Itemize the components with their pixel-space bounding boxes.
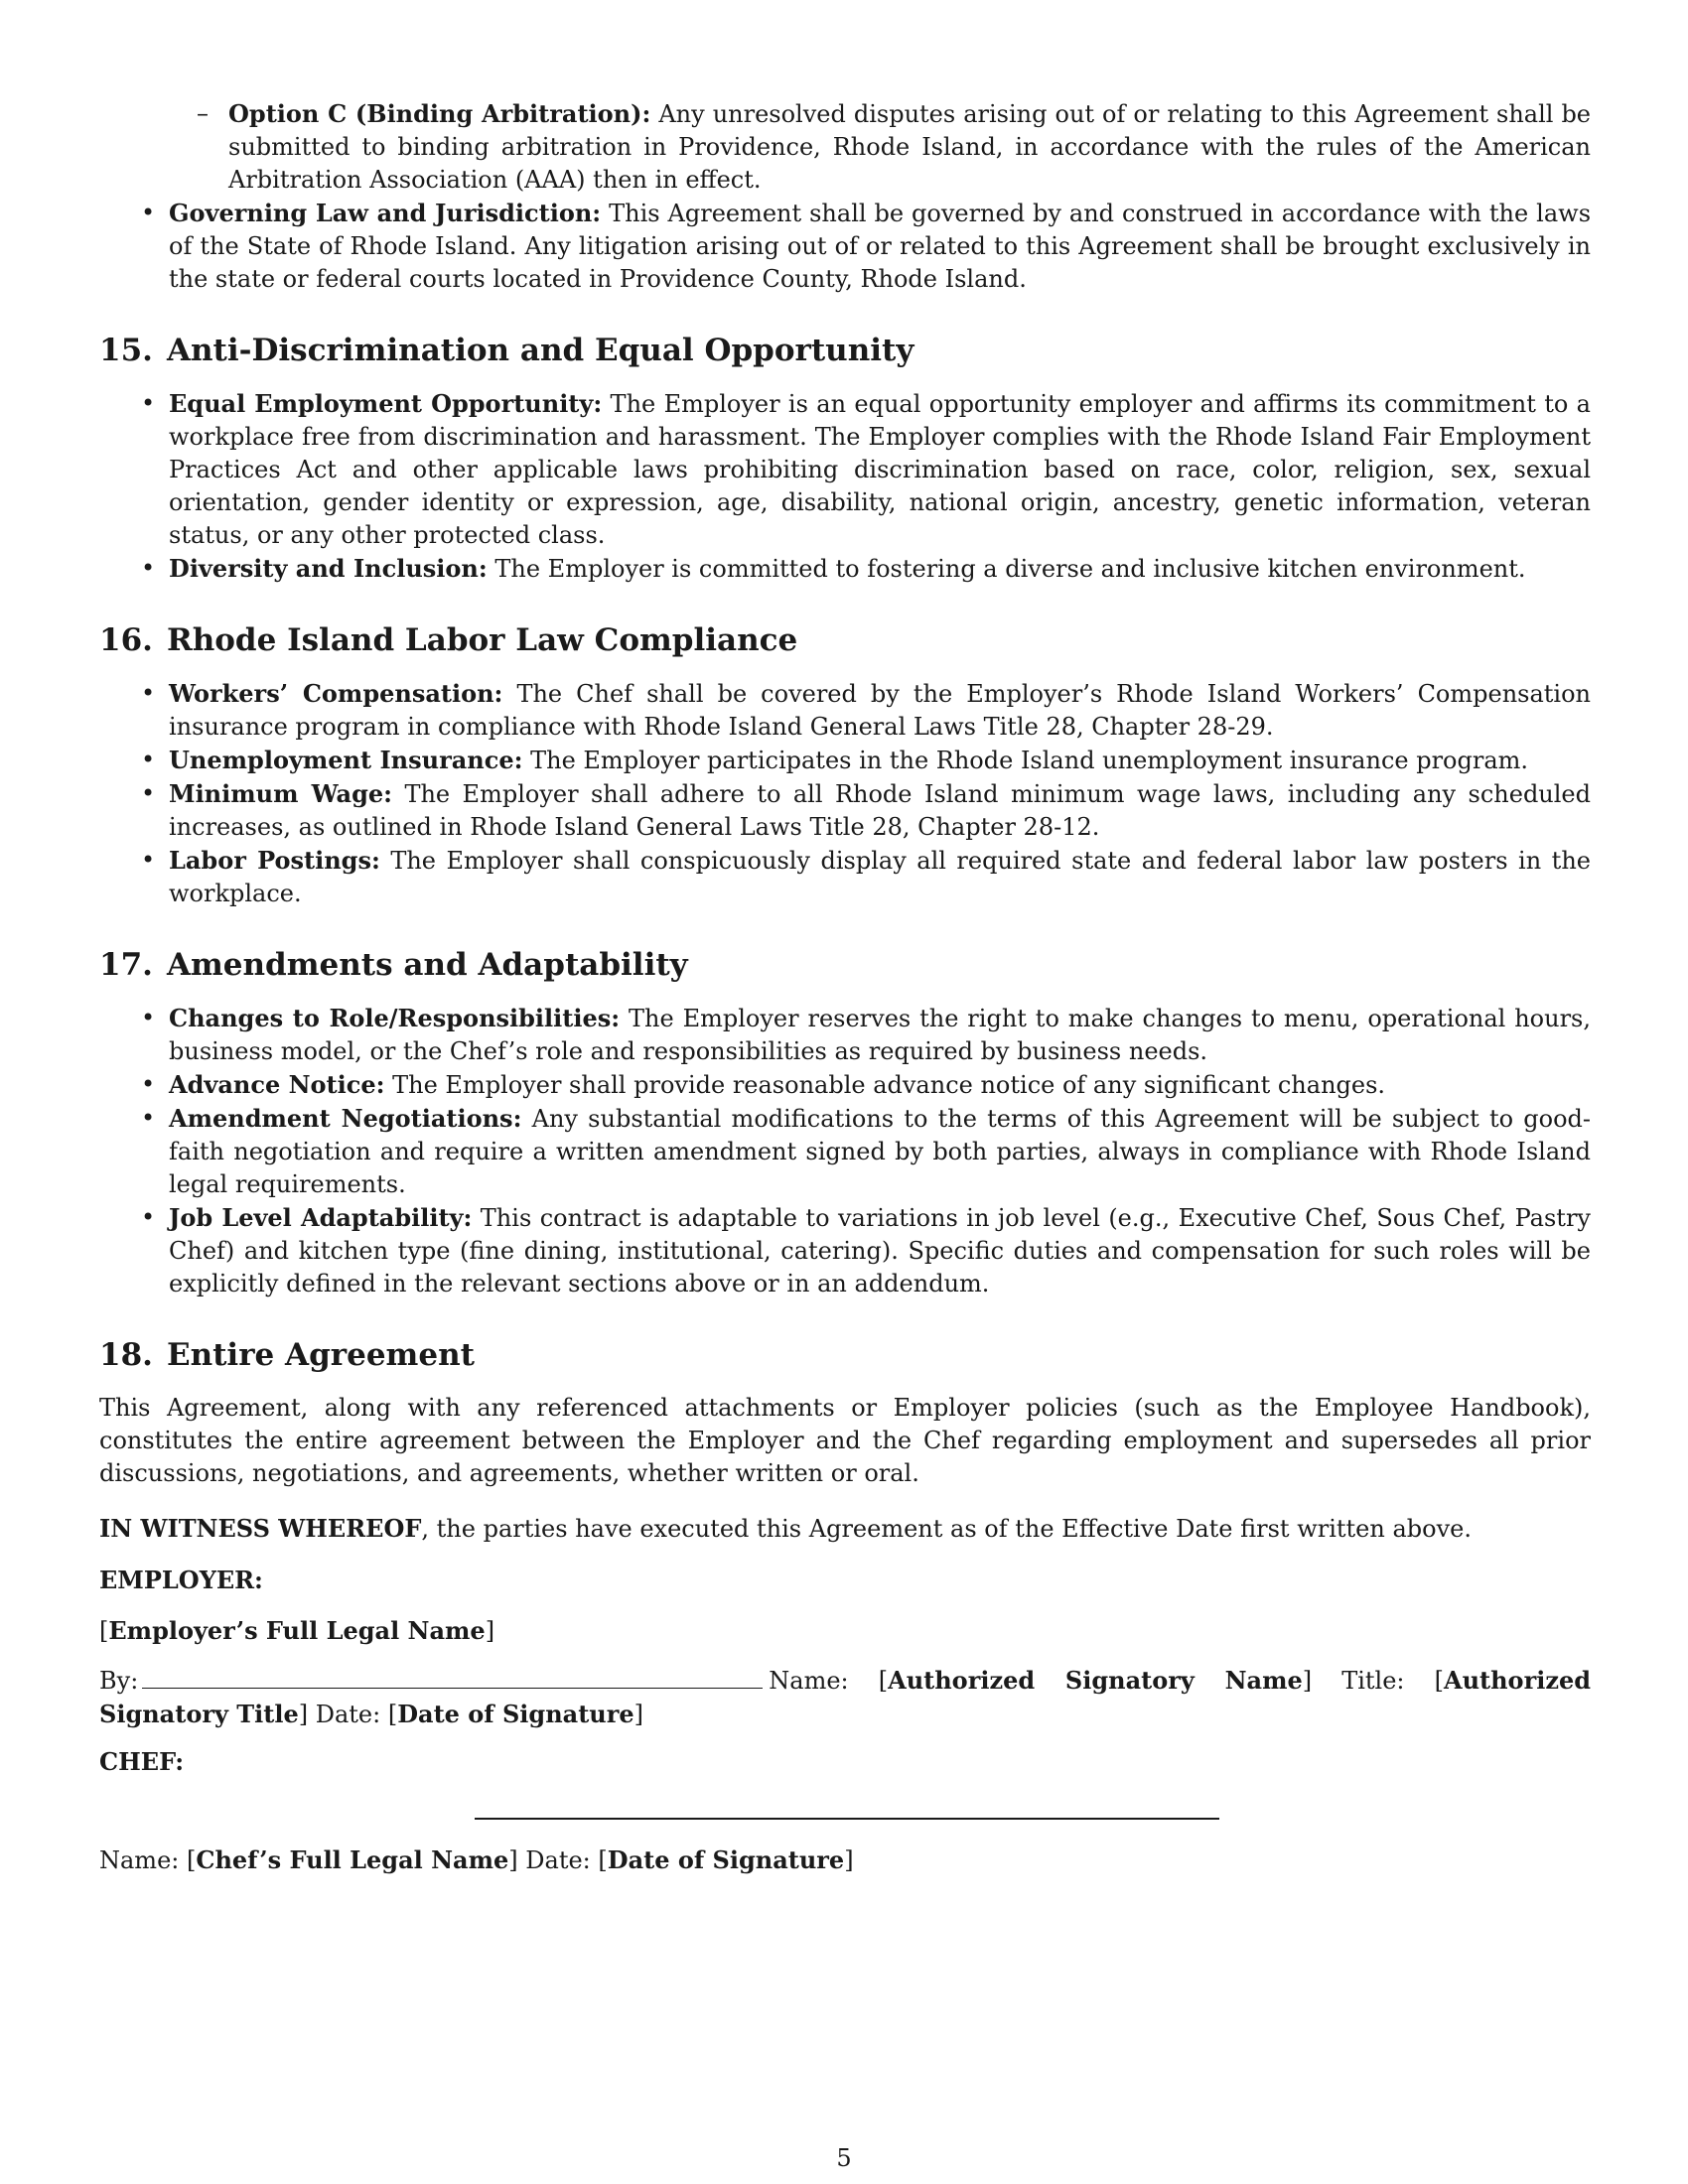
chef-signature-line[interactable]: [475, 1818, 1219, 1820]
section-number: 15.: [99, 333, 153, 368]
signatory-name: Authorized Signatory Name: [888, 1666, 1303, 1695]
list-item: [99, 1201, 1591, 1300]
chef-date-label: Date:: [525, 1846, 591, 1874]
list-item: [99, 552, 1591, 586]
employer-name: Employer’s Full Legal Name: [108, 1616, 486, 1645]
governing-law-label: Governing Law and Jurisdiction:: [169, 199, 602, 227]
section-number: 18.: [99, 1337, 153, 1373]
chef-date-value: Date of Signature: [607, 1845, 845, 1874]
section-16-list: [99, 677, 1591, 910]
witness-statement: [99, 1512, 1591, 1546]
entire-agreement-text: This Agreement, along with any referenced attachments or Employer policies (such as the Employee Handbook), constitutes the entire agreement between the Employer and the Chef regarding employment and supersedes all prior discussions, negotiations, and agreements, whether written or oral.: [99, 1394, 1591, 1487]
section-16-heading: [99, 621, 1591, 659]
employer-signature-block: By: Name: [Authorized Signatory Name] Title: [Authorized Signatory Title] Date: [Date of Signature]: [99, 1666, 1592, 1728]
item-label: Amendment Negotiations:: [169, 1104, 522, 1133]
signatory-title: Authorized Signatory Title: [99, 1666, 1592, 1728]
chef-label: CHEF:: [99, 1747, 185, 1776]
section-15-list: [99, 387, 1591, 586]
item-label: Equal Employment Opportunity:: [169, 389, 603, 418]
governing-law-text: This Agreement shall be governed by and construed in accordance with the laws of the State of Rhode Island. Any litigation arising out of or related to this Agreement shall be brought exclusively in the state or federal courts located in Providence County, Rhode Island.: [169, 200, 1592, 293]
item-label: Labor Postings:: [169, 846, 380, 875]
date-value: Date of Signature: [397, 1700, 634, 1728]
section-title: Entire Agreement: [166, 1337, 475, 1373]
list-item: [99, 844, 1591, 910]
employer-label: EMPLOYER:: [99, 1566, 263, 1594]
option-c-text: Any unresolved disputes arising out of or relating to this Agreement shall be submitted to binding arbitration in Providence, Rhode Island, in accordance with the rules of the American Arbitration Association (AAA) then in effect.: [228, 100, 1592, 194]
item-text: This contract is adaptable to variations in job level (e.g., Executive Chef, Sous Chef, Pastry Chef) and kitchen type (fine dining, institutional, catering). Specific duties and compensation for such roles will be explicitly defined in the relevant sections above or in an addendum.: [169, 1204, 1591, 1297]
list-item: [99, 1068, 1591, 1102]
item-text: The Employer shall conspicuously display all required state and federal labor law posters in the workplace.: [169, 847, 1591, 907]
item-text: The Chef shall be covered by the Employer’s Rhode Island Workers’ Compensation insurance program in compliance with Rhode Island General Laws Title 28, Chapter 28-29.: [169, 680, 1592, 741]
list-item: [99, 777, 1591, 844]
section-number: 16.: [99, 622, 153, 658]
item-text: The Employer is committed to fostering a diverse and inclusive kitchen environment.: [487, 555, 1526, 583]
section-18-heading: [99, 1336, 1591, 1374]
item-text: The Employer is an equal opportunity employer and affirms its commitment to a workplace free from discrimination and harassment. The Employer complies with the Rhode Island Fair Employment Practices Act and other applicable laws prohibiting discrimination based on race, color, religion, sex, sexual orientation, gender identity or expression, age, disability, national origin, ancestry, genetic information, veteran status, or any other protected class.: [169, 390, 1591, 549]
section-number: 17.: [99, 947, 153, 983]
list-item: [99, 1002, 1591, 1068]
arbitration-options-list: [99, 97, 1591, 197]
section-title: Anti-Discrimination and Equal Opportunity: [166, 333, 914, 368]
witness-text: , the parties have executed this Agreement as of the Effective Date first written above.: [421, 1515, 1472, 1543]
option-c-label: Option C (Binding Arbitration):: [228, 99, 651, 128]
list-item: [99, 744, 1591, 777]
witness-bold: IN WITNESS WHEREOF: [99, 1514, 422, 1543]
option-c-item: [99, 97, 1591, 197]
date-label: Date:: [315, 1701, 381, 1728]
by-label: By:: [99, 1667, 139, 1695]
section-17-heading: [99, 946, 1591, 984]
item-text: The Employer shall provide reasonable advance notice of any significant changes.: [384, 1071, 1386, 1099]
chef-name-line: Name: [Chef’s Full Legal Name] Date: [Date of Signature]: [99, 1845, 854, 1874]
title-label: Title:: [1341, 1667, 1405, 1695]
name-label: Name:: [769, 1667, 849, 1695]
item-label: Diversity and Inclusion:: [169, 554, 488, 583]
item-text: The Employer shall adhere to all Rhode Island minimum wage laws, including any scheduled increases, as outlined in Rhode Island General Laws Title 28, Chapter 28-12.: [169, 780, 1592, 841]
governing-law-list: [99, 197, 1591, 296]
item-label: Advance Notice:: [169, 1070, 385, 1099]
section-15-heading: [99, 332, 1591, 369]
item-label: Job Level Adaptability:: [169, 1203, 473, 1232]
bracket-open: [: [99, 1617, 109, 1645]
chef-name-label: Name:: [99, 1846, 180, 1874]
page-content: [99, 97, 1591, 1877]
item-label: Unemployment Insurance:: [169, 746, 523, 774]
item-text: The Employer participates in the Rhode Island unemployment insurance program.: [522, 747, 1529, 774]
list-item: [99, 677, 1591, 744]
chef-name: Chef’s Full Legal Name: [196, 1845, 509, 1874]
item-label: Minimum Wage:: [169, 779, 392, 808]
bracket-close: ]: [485, 1617, 495, 1645]
item-text: Any substantial modifications to the terms of this Agreement will be subject to good-faith negotiation and require a written amendment signed by both parties, always in compliance with Rhode Island legal requirements.: [169, 1105, 1591, 1198]
employer-name-line: [99, 1614, 1591, 1648]
section-17-list: [99, 1002, 1591, 1300]
item-text: The Employer reserves the right to make changes to menu, operational hours, business model, or the Chef’s role and responsibilities as required by business needs.: [169, 1005, 1592, 1065]
section-title: Amendments and Adaptability: [166, 947, 688, 983]
list-item: [99, 387, 1591, 552]
governing-law-item: [99, 197, 1591, 296]
list-item: [99, 1102, 1591, 1201]
section-title: Rhode Island Labor Law Compliance: [166, 622, 798, 658]
page-number: 5: [836, 2144, 852, 2172]
item-label: Workers’ Compensation:: [169, 679, 503, 708]
employer-signature-line[interactable]: [142, 1666, 763, 1689]
item-label: Changes to Role/Responsibilities:: [169, 1004, 621, 1032]
